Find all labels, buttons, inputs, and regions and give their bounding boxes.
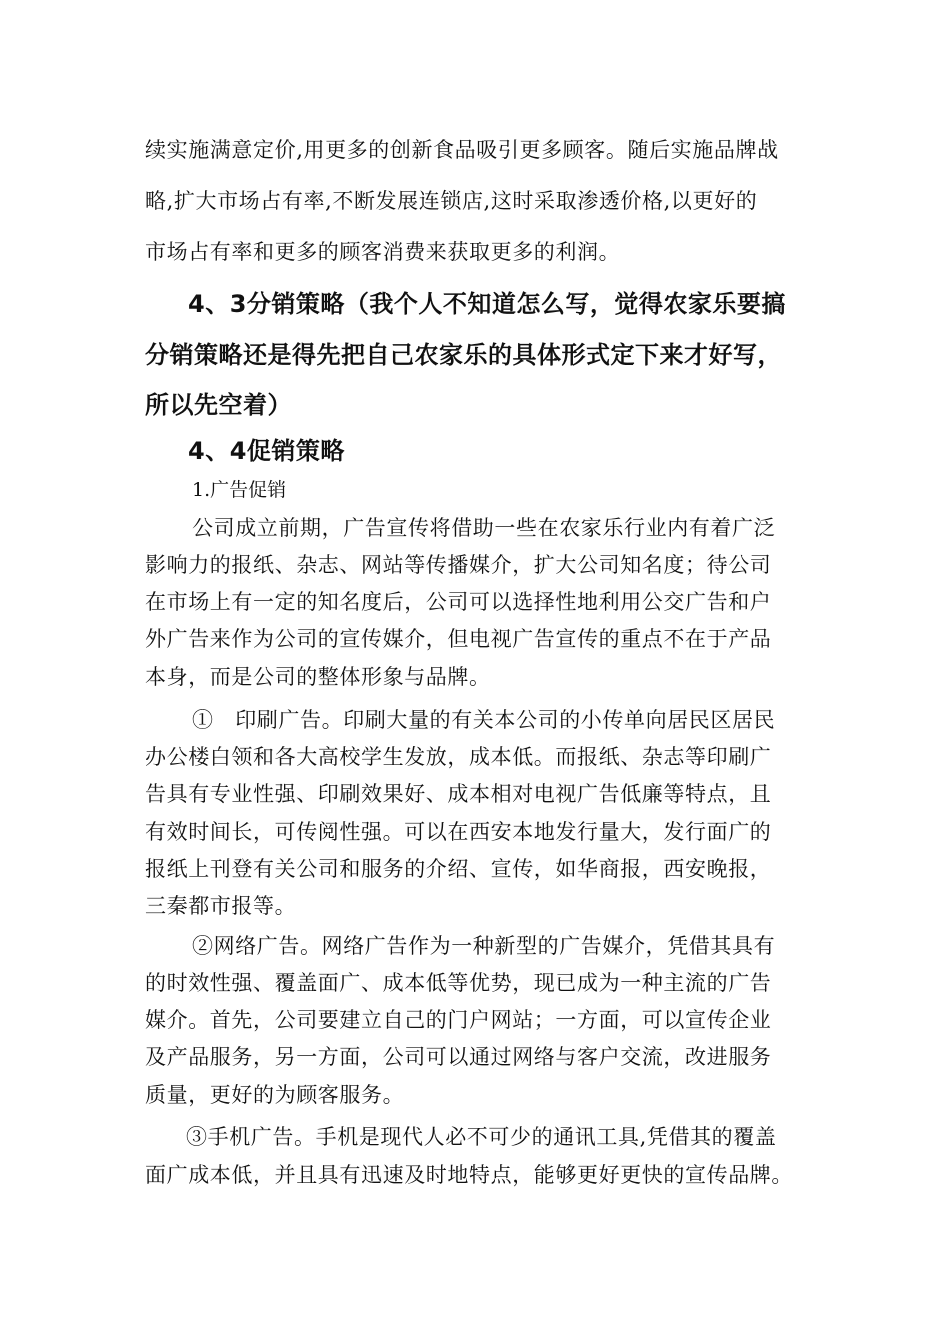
network-ad-line-3: 媒介。首先，公司要建立自己的门户网站；一方面，可以宣传企业 <box>145 1008 772 1032</box>
print-ad-line-6: 三秦都市报等。 <box>145 894 297 918</box>
ad-paragraph-line-2: 影响力的报纸、杂志、网站等传播媒介，扩大公司知名度；待公司 <box>145 553 772 577</box>
network-ad-line-5: 质量，更好的为顾客服务。 <box>145 1083 405 1107</box>
mobile-ad-line-2: 面广成本低，并且具有迅速及时地特点，能够更好更快的宣传品牌。 <box>145 1163 793 1187</box>
intro-line-1: 续实施满意定价,用更多的创新食品吸引更多顾客。随后实施品牌战 <box>145 138 779 162</box>
network-ad-line-4: 及产品服务，另一方面，公司可以通过网络与客户交流，改进服务 <box>145 1045 772 1069</box>
subsection-ad-promotion-title: 1.广告促销 <box>192 479 287 501</box>
network-ad-line-1: ②网络广告。网络广告作为一种新型的广告媒介，凭借其具有 <box>192 934 776 958</box>
intro-line-3: 市场占有率和更多的顾客消费来获取更多的利润。 <box>145 240 621 264</box>
print-ad-line-4: 有效时间长，可传阅性强。可以在西安本地发行量大，发行面广的 <box>145 820 772 844</box>
ad-paragraph-line-5: 本身，而是公司的整体形象与品牌。 <box>145 665 491 689</box>
intro-line-2: 略,扩大市场占有率,不断发展连锁店,这时采取渗透价格,以更好的 <box>145 189 758 213</box>
network-ad-line-2: 的时效性强、覆盖面广、成本低等优势，现已成为一种主流的广告 <box>145 971 772 995</box>
print-ad-line-3: 告具有专业性强、印刷效果好、成本相对电视广告低廉等特点，且 <box>145 782 772 806</box>
section-4-3-heading-line-1: 4、3分销策略（我个人不知道怎么写，觉得农家乐要搞 <box>188 290 786 318</box>
section-4-3-heading-line-2: 分销策略还是得先把自己农家乐的具体形式定下来才好写， <box>145 341 782 369</box>
print-ad-line-2: 办公楼白领和各大高校学生发放，成本低。而报纸、杂志等印刷广 <box>145 745 772 769</box>
mobile-ad-line-1: ③手机广告。手机是现代人必不可少的通讯工具,凭借其的覆盖 <box>186 1125 777 1149</box>
ad-paragraph-line-4: 外广告来作为公司的宣传媒介，但电视广告宣传的重点不在于产品 <box>145 627 772 651</box>
print-ad-line-1: ① 印刷广告。印刷大量的有关本公司的小传单向居民区居民 <box>192 708 776 732</box>
print-ad-line-5: 报纸上刊登有关公司和服务的介绍、宣传，如华商报，西安晚报， <box>145 857 772 881</box>
ad-paragraph-line-3: 在市场上有一定的知名度后，公司可以选择性地利用公交广告和户 <box>145 590 772 614</box>
ad-paragraph-line-1: 公司成立前期，广告宣传将借助一些在农家乐行业内有着广泛 <box>192 516 776 540</box>
section-4-4-heading: 4、4促销策略 <box>188 437 345 465</box>
section-4-3-heading-line-3: 所以先空着） <box>145 391 292 419</box>
